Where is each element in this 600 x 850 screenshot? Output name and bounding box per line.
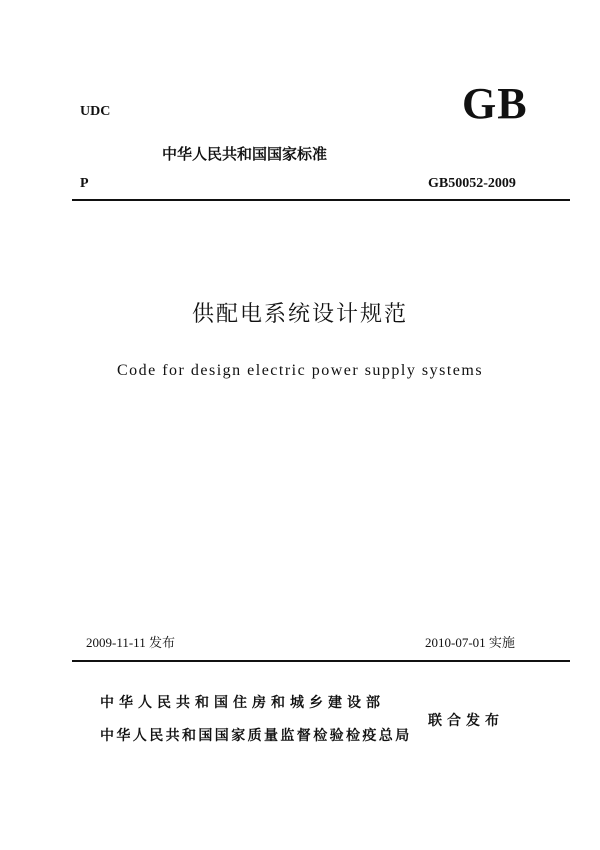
issuer-quality-supervision: 中华人民共和国国家质量监督检验检疫总局 — [100, 728, 412, 744]
classification-code: P — [80, 176, 89, 191]
title-chinese: 供配电系统设计规范 — [191, 302, 408, 327]
standard-number: GB50052-2009 — [428, 176, 516, 191]
implementation-date: 2010-07-01 实施 — [425, 635, 515, 650]
gb-logo: GB — [462, 79, 528, 128]
joint-issue-label: 联合发布 — [428, 713, 504, 729]
national-standard-label: 中华人民共和国国家标准 — [162, 145, 328, 163]
issue-date: 2009-11-11 发布 — [86, 635, 175, 650]
title-english: Code for design electric power supply systems — [116, 362, 484, 379]
issuer-ministry-housing: 中华人民共和国住房和城乡建设部 — [100, 695, 385, 711]
udc-label: UDC — [80, 104, 111, 119]
top-divider — [72, 199, 570, 201]
bottom-divider — [72, 660, 570, 662]
